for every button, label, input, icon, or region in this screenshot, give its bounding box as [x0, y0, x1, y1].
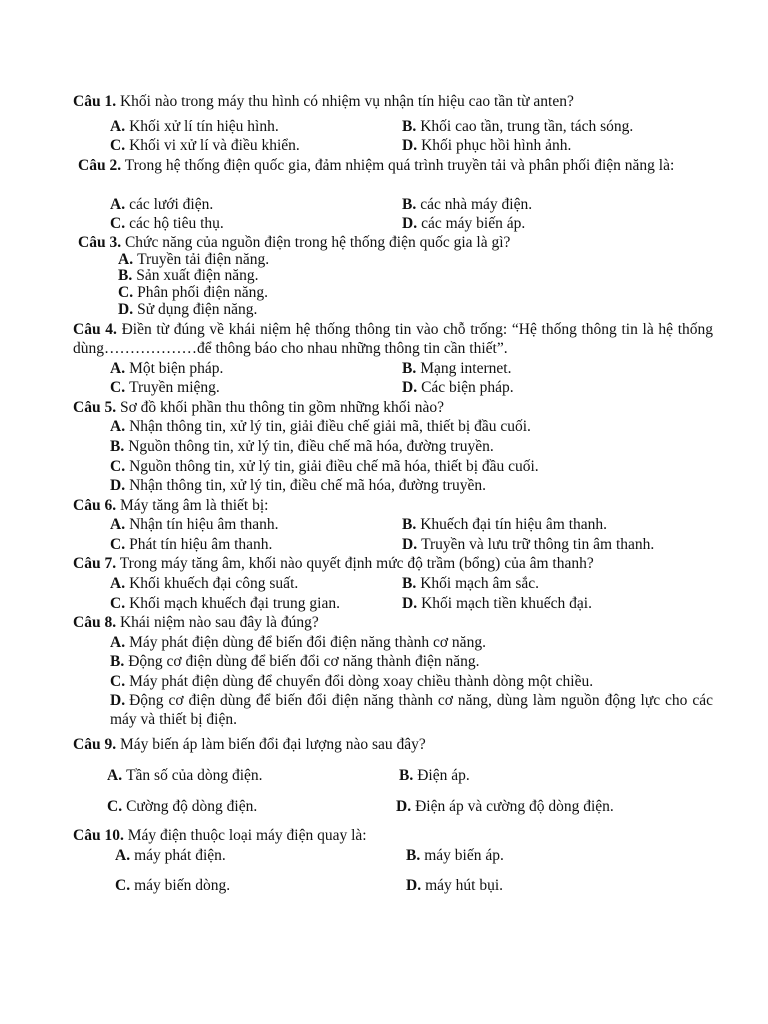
q10-option-c: C. máy biến dòng.: [115, 877, 231, 894]
q5-option-c: C. Nguồn thông tin, xử lý tin, giải điều chế mã hóa, thiết bị đầu cuối.: [110, 458, 539, 475]
q5-option-b: B. Nguồn thông tin, xử lý tin, điều chế mã hóa, đường truyền.: [110, 438, 494, 455]
q7-option-c: C. Khối mạch khuếch đại trung gian.: [110, 595, 340, 612]
q9-option-a: A. Tần số của dòng điện.: [107, 767, 263, 784]
q3-option-d: D. Sử dụng điện năng.: [118, 301, 258, 318]
q8-option-d: D. Động cơ điện dùng để biến đổi điện năng thành cơ năng, dùng làm nguồn động lực cho các máy và thiết bị điện.: [110, 692, 713, 728]
question-2: Câu 2. Trong hệ thống điện quốc gia, đảm nhiệm quá trình truyền tải và phân phối điện năng là:: [78, 157, 675, 174]
q3-option-c: C. Phân phối điện năng.: [118, 284, 268, 301]
question-6: Câu 6. Máy tăng âm là thiết bị:: [73, 497, 269, 514]
q8-option-b: B. Động cơ điện dùng để biến đổi cơ năng thành điện năng.: [110, 653, 480, 670]
q9-option-c: C. Cường độ dòng điện.: [107, 798, 258, 815]
question-3: Câu 3. Chức năng của nguồn điện trong hệ thống điện quốc gia là gì?: [78, 234, 511, 251]
q8-option-a: A. Máy phát điện dùng để biến đổi điện năng thành cơ năng.: [110, 634, 486, 651]
question-7: Câu 7. Trong máy tăng âm, khối nào quyết định mức độ trầm (bổng) của âm thanh?: [73, 555, 594, 572]
q7-option-b: B. Khối mạch âm sắc.: [402, 575, 540, 592]
q5-option-d: D. Nhận thông tin, xử lý tin, điều chế mã hóa, đường truyền.: [110, 477, 486, 494]
q2-option-a: A. các lưới điện.: [110, 196, 214, 213]
q8-option-c: C. Máy phát điện dùng để chuyển đổi dòng xoay chiều thành dòng một chiều.: [110, 673, 594, 690]
question-4: Câu 4. Điền từ đúng về khái niệm hệ thống thông tin vào chỗ trống: “Hệ thống thông tin là hệ thống dùng………………để thông báo cho nhau những thông tin cần thiết”.: [73, 321, 713, 357]
q1-option-a: A. Khối xử lí tín hiệu hình.: [110, 118, 279, 135]
question-9: Câu 9. Máy biến áp làm biến đổi đại lượng nào sau đây?: [73, 736, 426, 753]
q7-option-d: D. Khối mạch tiền khuếch đại.: [402, 595, 592, 612]
q10-option-a: A. máy phát điện.: [115, 847, 226, 864]
q1-option-b: B. Khối cao tần, trung tần, tách sóng.: [402, 118, 634, 135]
q3-option-b: B. Sản xuất điện năng.: [118, 267, 259, 284]
q4-option-d: D. Các biện pháp.: [402, 379, 514, 396]
q2-option-c: C. các hộ tiêu thụ.: [110, 215, 224, 232]
q4-option-b: B. Mạng internet.: [402, 360, 512, 377]
q6-option-d: D. Truyền và lưu trữ thông tin âm thanh.: [402, 536, 655, 553]
q1-option-d: D. Khối phục hồi hình ảnh.: [402, 137, 572, 154]
q6-option-c: C. Phát tín hiệu âm thanh.: [110, 536, 273, 553]
question-8: Câu 8. Khái niệm nào sau đây là đúng?: [73, 614, 319, 631]
q9-option-b: B. Điện áp.: [399, 767, 470, 784]
q7-option-a: A. Khối khuếch đại công suất.: [110, 575, 299, 592]
q5-option-a: A. Nhận thông tin, xử lý tin, giải điều chế giải mã, thiết bị đầu cuối.: [110, 418, 531, 435]
q6-option-a: A. Nhận tín hiệu âm thanh.: [110, 516, 279, 533]
q6-option-b: B. Khuếch đại tín hiệu âm thanh.: [402, 516, 608, 533]
question-1: Câu 1. Khối nào trong máy thu hình có nhiệm vụ nhận tín hiệu cao tần từ anten?: [73, 93, 574, 110]
q4-option-c: C. Truyền miệng.: [110, 379, 220, 396]
q10-option-d: D. máy hút bụi.: [406, 877, 504, 894]
question-5: Câu 5. Sơ đồ khối phần thu thông tin gồm những khối nào?: [73, 399, 444, 416]
q4-option-a: A. Một biện pháp.: [110, 360, 224, 377]
question-10: Câu 10. Máy điện thuộc loại máy điện quay là:: [73, 827, 367, 844]
q3-option-a: A. Truyền tải điện năng.: [118, 251, 270, 268]
q9-option-d: D. Điện áp và cường độ dòng điện.: [396, 798, 614, 815]
q2-option-b: B. các nhà máy điện.: [402, 196, 533, 213]
q1-option-c: C. Khối vi xử lí và điều khiển.: [110, 137, 300, 154]
q10-option-b: B. máy biến áp.: [406, 847, 504, 864]
q2-option-d: D. các máy biến áp.: [402, 215, 526, 232]
